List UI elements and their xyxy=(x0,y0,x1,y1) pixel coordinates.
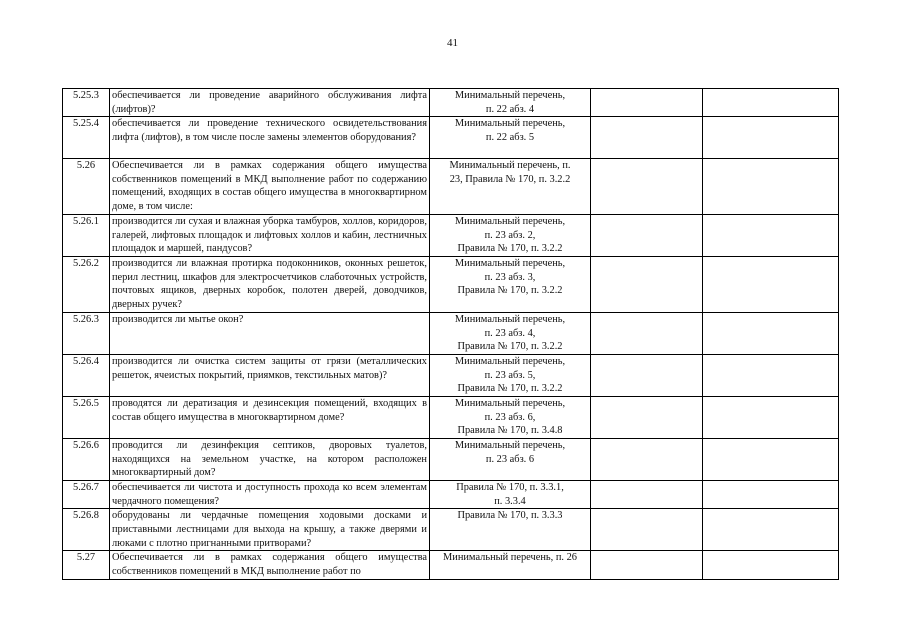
table-row xyxy=(63,481,839,509)
question-text: производится ли очистка систем защиты от грязи (металлических решеток, ячеистых покрытий, приямков, текстильных матов)? xyxy=(110,355,430,397)
item-number: 5.26.8 xyxy=(63,509,110,551)
answer-cell[interactable] xyxy=(591,481,703,509)
legal-reference: Минимальный перечень, п. 23 абз. 6, Правила № 170, п. 3.4.8 xyxy=(430,397,591,439)
page-number: 41 xyxy=(447,37,458,49)
question-text: обеспечивается ли проведение технического освидетельствования лифта (лифтов), в том числе после замены элементов оборудования? xyxy=(110,117,430,159)
item-number: 5.25.4 xyxy=(63,117,110,159)
legal-reference: Минимальный перечень, п. 23, Правила № 170, п. 3.2.2 xyxy=(430,159,591,215)
legal-reference: Правила № 170, п. 3.3.3 xyxy=(430,509,591,551)
note-cell[interactable] xyxy=(703,215,839,257)
table-row xyxy=(63,257,839,313)
table-row xyxy=(63,215,839,257)
checklist-table xyxy=(62,88,839,580)
legal-reference: Минимальный перечень, п. 23 абз. 5, Правила № 170, п. 3.2.2 xyxy=(430,355,591,397)
note-cell[interactable] xyxy=(703,481,839,509)
item-number: 5.26 xyxy=(63,159,110,215)
question-text: проводятся ли дератизация и дезинсекция помещений, входящих в состав общего имущества в многоквартирном доме? xyxy=(110,397,430,439)
legal-reference: Минимальный перечень, п. 23 абз. 6 xyxy=(430,439,591,481)
note-cell[interactable] xyxy=(703,117,839,159)
answer-cell[interactable] xyxy=(591,397,703,439)
table-row xyxy=(63,159,839,215)
legal-reference: Минимальный перечень, п. 23 абз. 4, Правила № 170, п. 3.2.2 xyxy=(430,313,591,355)
question-text: производится ли влажная протирка подоконников, оконных решеток, перил лестниц, шкафов для электросчетчиков слаботочных устройств, почтовых ящиков, дверных коробок, полотен дверей, доводчиков, дверных ручек? xyxy=(110,257,430,313)
table-row xyxy=(63,117,839,159)
question-text: оборудованы ли чердачные помещения ходовыми досками и приставными лестницами для выхода на крышу, а также дверями и люками с плотно пригнанными притворами? xyxy=(110,509,430,551)
item-number: 5.26.7 xyxy=(63,481,110,509)
table-row xyxy=(63,355,839,397)
answer-cell[interactable] xyxy=(591,117,703,159)
item-number: 5.26.5 xyxy=(63,397,110,439)
legal-reference: Минимальный перечень, п. 23 абз. 2, Правила № 170, п. 3.2.2 xyxy=(430,215,591,257)
table-row xyxy=(63,551,839,579)
table-row xyxy=(63,509,839,551)
legal-reference: Минимальный перечень, п. 26 xyxy=(430,551,591,579)
answer-cell[interactable] xyxy=(591,215,703,257)
answer-cell[interactable] xyxy=(591,159,703,215)
item-number: 5.26.4 xyxy=(63,355,110,397)
question-text: обеспечивается ли чистота и доступность прохода ко всем элементам чердачного помещения? xyxy=(110,481,430,509)
table-row xyxy=(63,439,839,481)
table-row xyxy=(63,89,839,117)
item-number: 5.26.3 xyxy=(63,313,110,355)
note-cell[interactable] xyxy=(703,551,839,579)
table-row xyxy=(63,397,839,439)
note-cell[interactable] xyxy=(703,355,839,397)
legal-reference: Минимальный перечень, п. 23 абз. 3, Правила № 170, п. 3.2.2 xyxy=(430,257,591,313)
answer-cell[interactable] xyxy=(591,509,703,551)
question-text: проводится ли дезинфекция септиков, дворовых туалетов, находящихся на земельном участке, на котором расположен многоквартирный дом? xyxy=(110,439,430,481)
note-cell[interactable] xyxy=(703,439,839,481)
answer-cell[interactable] xyxy=(591,439,703,481)
table-row xyxy=(63,313,839,355)
answer-cell[interactable] xyxy=(591,551,703,579)
answer-cell[interactable] xyxy=(591,313,703,355)
question-text: производится ли сухая и влажная уборка тамбуров, холлов, коридоров, галерей, лифтовых площадок и лифтовых холлов и кабин, лестничных площадок и маршей, пандусов? xyxy=(110,215,430,257)
question-text: Обеспечивается ли в рамках содержания общего имущества собственников помещений в МКД выполнение работ по xyxy=(110,551,430,579)
item-number: 5.26.6 xyxy=(63,439,110,481)
answer-cell[interactable] xyxy=(591,355,703,397)
answer-cell[interactable] xyxy=(591,257,703,313)
question-text: обеспечивается ли проведение аварийного обслуживания лифта (лифтов)? xyxy=(110,89,430,117)
item-number: 5.25.3 xyxy=(63,89,110,117)
note-cell[interactable] xyxy=(703,397,839,439)
note-cell[interactable] xyxy=(703,509,839,551)
item-number: 5.27 xyxy=(63,551,110,579)
note-cell[interactable] xyxy=(703,257,839,313)
legal-reference: Минимальный перечень, п. 22 абз. 4 xyxy=(430,89,591,117)
question-text: Обеспечивается ли в рамках содержания общего имущества собственников помещений в МКД выполнение работ по содержанию помещений, входящих в состав общего имущества в многоквартирном доме, в том числе: xyxy=(110,159,430,215)
question-text: производится ли мытье окон? xyxy=(110,313,430,355)
note-cell[interactable] xyxy=(703,159,839,215)
legal-reference: Минимальный перечень, п. 22 абз. 5 xyxy=(430,117,591,159)
item-number: 5.26.1 xyxy=(63,215,110,257)
note-cell[interactable] xyxy=(703,313,839,355)
item-number: 5.26.2 xyxy=(63,257,110,313)
note-cell[interactable] xyxy=(703,89,839,117)
legal-reference: Правила № 170, п. 3.3.1, п. 3.3.4 xyxy=(430,481,591,509)
answer-cell[interactable] xyxy=(591,89,703,117)
